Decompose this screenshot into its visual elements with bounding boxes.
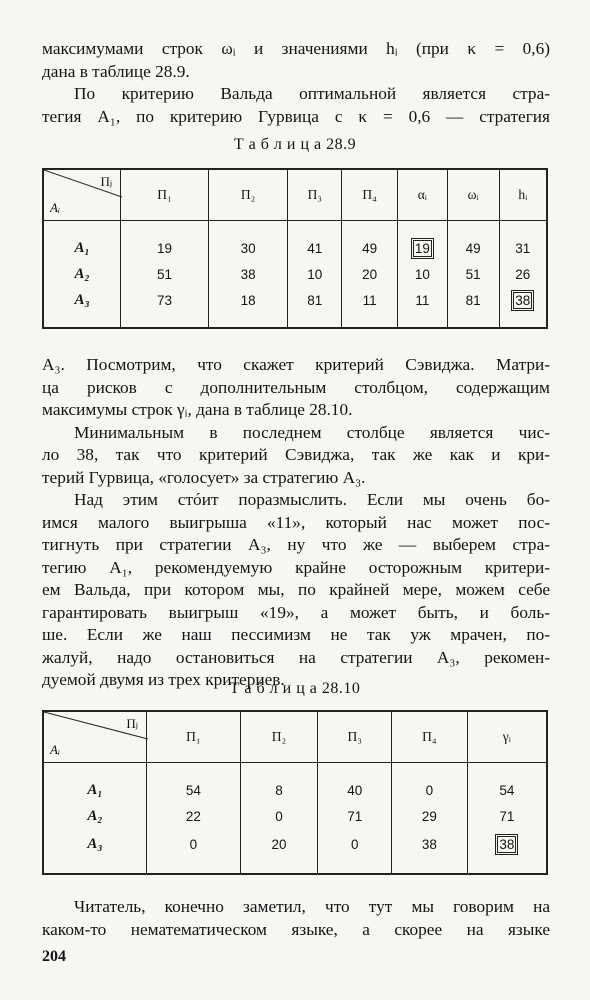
text-line: ем Вальда, при котором мы, по крайней мере, можем себе <box>42 580 550 599</box>
table-cell: 19 <box>121 235 209 261</box>
table-cell: 49 <box>447 235 499 261</box>
column-header: П₃ <box>318 711 392 763</box>
highlighted-value: 38 <box>499 836 515 852</box>
page-number: 204 <box>42 948 66 965</box>
column-header: ωᵢ <box>447 169 499 221</box>
table-cell: 49 <box>342 235 398 261</box>
table-cell: 54 <box>467 777 547 803</box>
column-header: П₂ <box>240 711 318 763</box>
table-cell: 11 <box>342 287 398 313</box>
table-cell: 18 <box>208 287 288 313</box>
table-cell: 31 <box>499 235 547 261</box>
table-corner <box>43 711 147 763</box>
paragraph-middle <box>42 354 550 692</box>
table-cell: 8 <box>240 777 318 803</box>
row-label: A₁ <box>43 777 147 803</box>
text-line: тегию A₁, рекомендуемую крайне осторожным критери- <box>42 557 550 577</box>
text-line: ца рисков с дополнительным столбцом, содержащим <box>42 377 550 397</box>
column-header: γᵢ <box>467 711 547 763</box>
paragraph-bottom <box>42 896 550 941</box>
text-line: Минимальным в последнем столбце является чис- <box>74 422 550 442</box>
text-line: ло 38, так что критерий Сэвиджа, так же как и кри- <box>42 445 550 464</box>
column-header: αᵢ <box>397 169 447 221</box>
table-cell: 38 <box>208 261 288 287</box>
table-corner <box>43 169 121 221</box>
table-cell <box>397 235 447 261</box>
highlighted-value: 38 <box>515 292 531 308</box>
table-row <box>43 777 547 803</box>
table-row <box>43 235 547 261</box>
paragraph-top <box>42 38 550 128</box>
table-cell: 20 <box>240 829 318 859</box>
table-cell: 30 <box>208 235 288 261</box>
table-cell: 0 <box>318 829 392 859</box>
corner-label-rows: Aᵢ <box>50 742 60 757</box>
table-cell: 73 <box>121 287 209 313</box>
text-line: Читатель, конечно заметил, что тут мы говорим на <box>74 897 550 916</box>
table-cell: 51 <box>121 261 209 287</box>
table-cell: 0 <box>240 803 318 829</box>
row-label: A₂ <box>43 803 147 829</box>
table-cell: 40 <box>318 777 392 803</box>
table-cell <box>499 287 547 313</box>
text-line: жалуй, надо остановиться на стратегии A₃, рекомен- <box>42 647 550 667</box>
table-28-9 <box>42 168 548 329</box>
column-header: П₃ <box>288 169 342 221</box>
row-label: A₃ <box>43 829 147 859</box>
text-line: терий Гурвица, «голосует» за стратегию A₃. <box>42 467 366 487</box>
table-cell: 10 <box>288 261 342 287</box>
table-cell: 71 <box>467 803 547 829</box>
column-header: П₄ <box>342 169 398 221</box>
text-line: По критерию Вальда оптимальной является стра- <box>74 84 550 103</box>
text-line: дуемой двумя из трех критериев. <box>42 670 285 689</box>
corner-label-columns: Пⱼ <box>126 716 139 731</box>
table-cell: 22 <box>147 803 241 829</box>
corner-label-rows: Aᵢ <box>50 200 60 215</box>
table-cell: 41 <box>288 235 342 261</box>
table-row <box>43 287 547 313</box>
text-line: ше. Если же наш пессимизм не так уж мрачен, по- <box>42 625 550 644</box>
column-header: П₄ <box>392 711 468 763</box>
text-line: Над этим стóит поразмыслить. Если мы очень бо- <box>74 490 550 509</box>
text-line: A₃. Посмотрим, что скажет критерий Сэвиджа. Матри- <box>42 355 550 374</box>
table-28-10 <box>42 710 548 875</box>
text-line: тегия A₁, по критерию Гурвица с κ = 0,6 — стратегия <box>42 106 550 126</box>
table-caption: Т а б л и ц а 28.10 <box>229 680 361 697</box>
table-cell <box>467 829 547 859</box>
table-row <box>43 829 547 859</box>
table-cell: 81 <box>288 287 342 313</box>
table-cell: 54 <box>147 777 241 803</box>
table-cell: 38 <box>392 829 468 859</box>
table-row <box>43 261 547 287</box>
table-cell: 81 <box>447 287 499 313</box>
table-row <box>43 803 547 829</box>
text-line: каком-то нематематическом языке, а скорее на языке <box>42 919 550 939</box>
corner-label-columns: Пⱼ <box>100 174 113 189</box>
text-line: максимумы строк γᵢ, дана в таблице 28.10. <box>42 400 353 419</box>
column-header: П₁ <box>147 711 241 763</box>
text-line: имся малого выигрыша «11», который нас может пос- <box>42 512 550 532</box>
table-cell: 29 <box>392 803 468 829</box>
row-label: A₁ <box>43 235 121 261</box>
text-line: гарантировать выигрыш «19», а может быть, и боль- <box>42 602 550 622</box>
text-line: тигнуть при стратегии A₃, ну что же — выберем стра- <box>42 535 550 554</box>
table-cell: 0 <box>392 777 468 803</box>
column-header: hᵢ <box>499 169 547 221</box>
table-cell: 71 <box>318 803 392 829</box>
table-caption: Т а б л и ц а 28.9 <box>233 136 357 153</box>
column-header: П₁ <box>121 169 209 221</box>
row-label: A₂ <box>43 261 121 287</box>
table-cell: 20 <box>342 261 398 287</box>
table-cell: 11 <box>397 287 447 313</box>
column-header: П₂ <box>208 169 288 221</box>
table-cell: 26 <box>499 261 547 287</box>
table-cell: 51 <box>447 261 499 287</box>
highlighted-value: 19 <box>414 240 430 256</box>
text-line: дана в таблице 28.9. <box>42 61 190 81</box>
row-label: A₃ <box>43 287 121 313</box>
table-cell: 10 <box>397 261 447 287</box>
text-line: максимумами строк ωᵢ и значениями hᵢ (при κ = 0,6) <box>42 39 550 58</box>
table-cell: 0 <box>147 829 241 859</box>
